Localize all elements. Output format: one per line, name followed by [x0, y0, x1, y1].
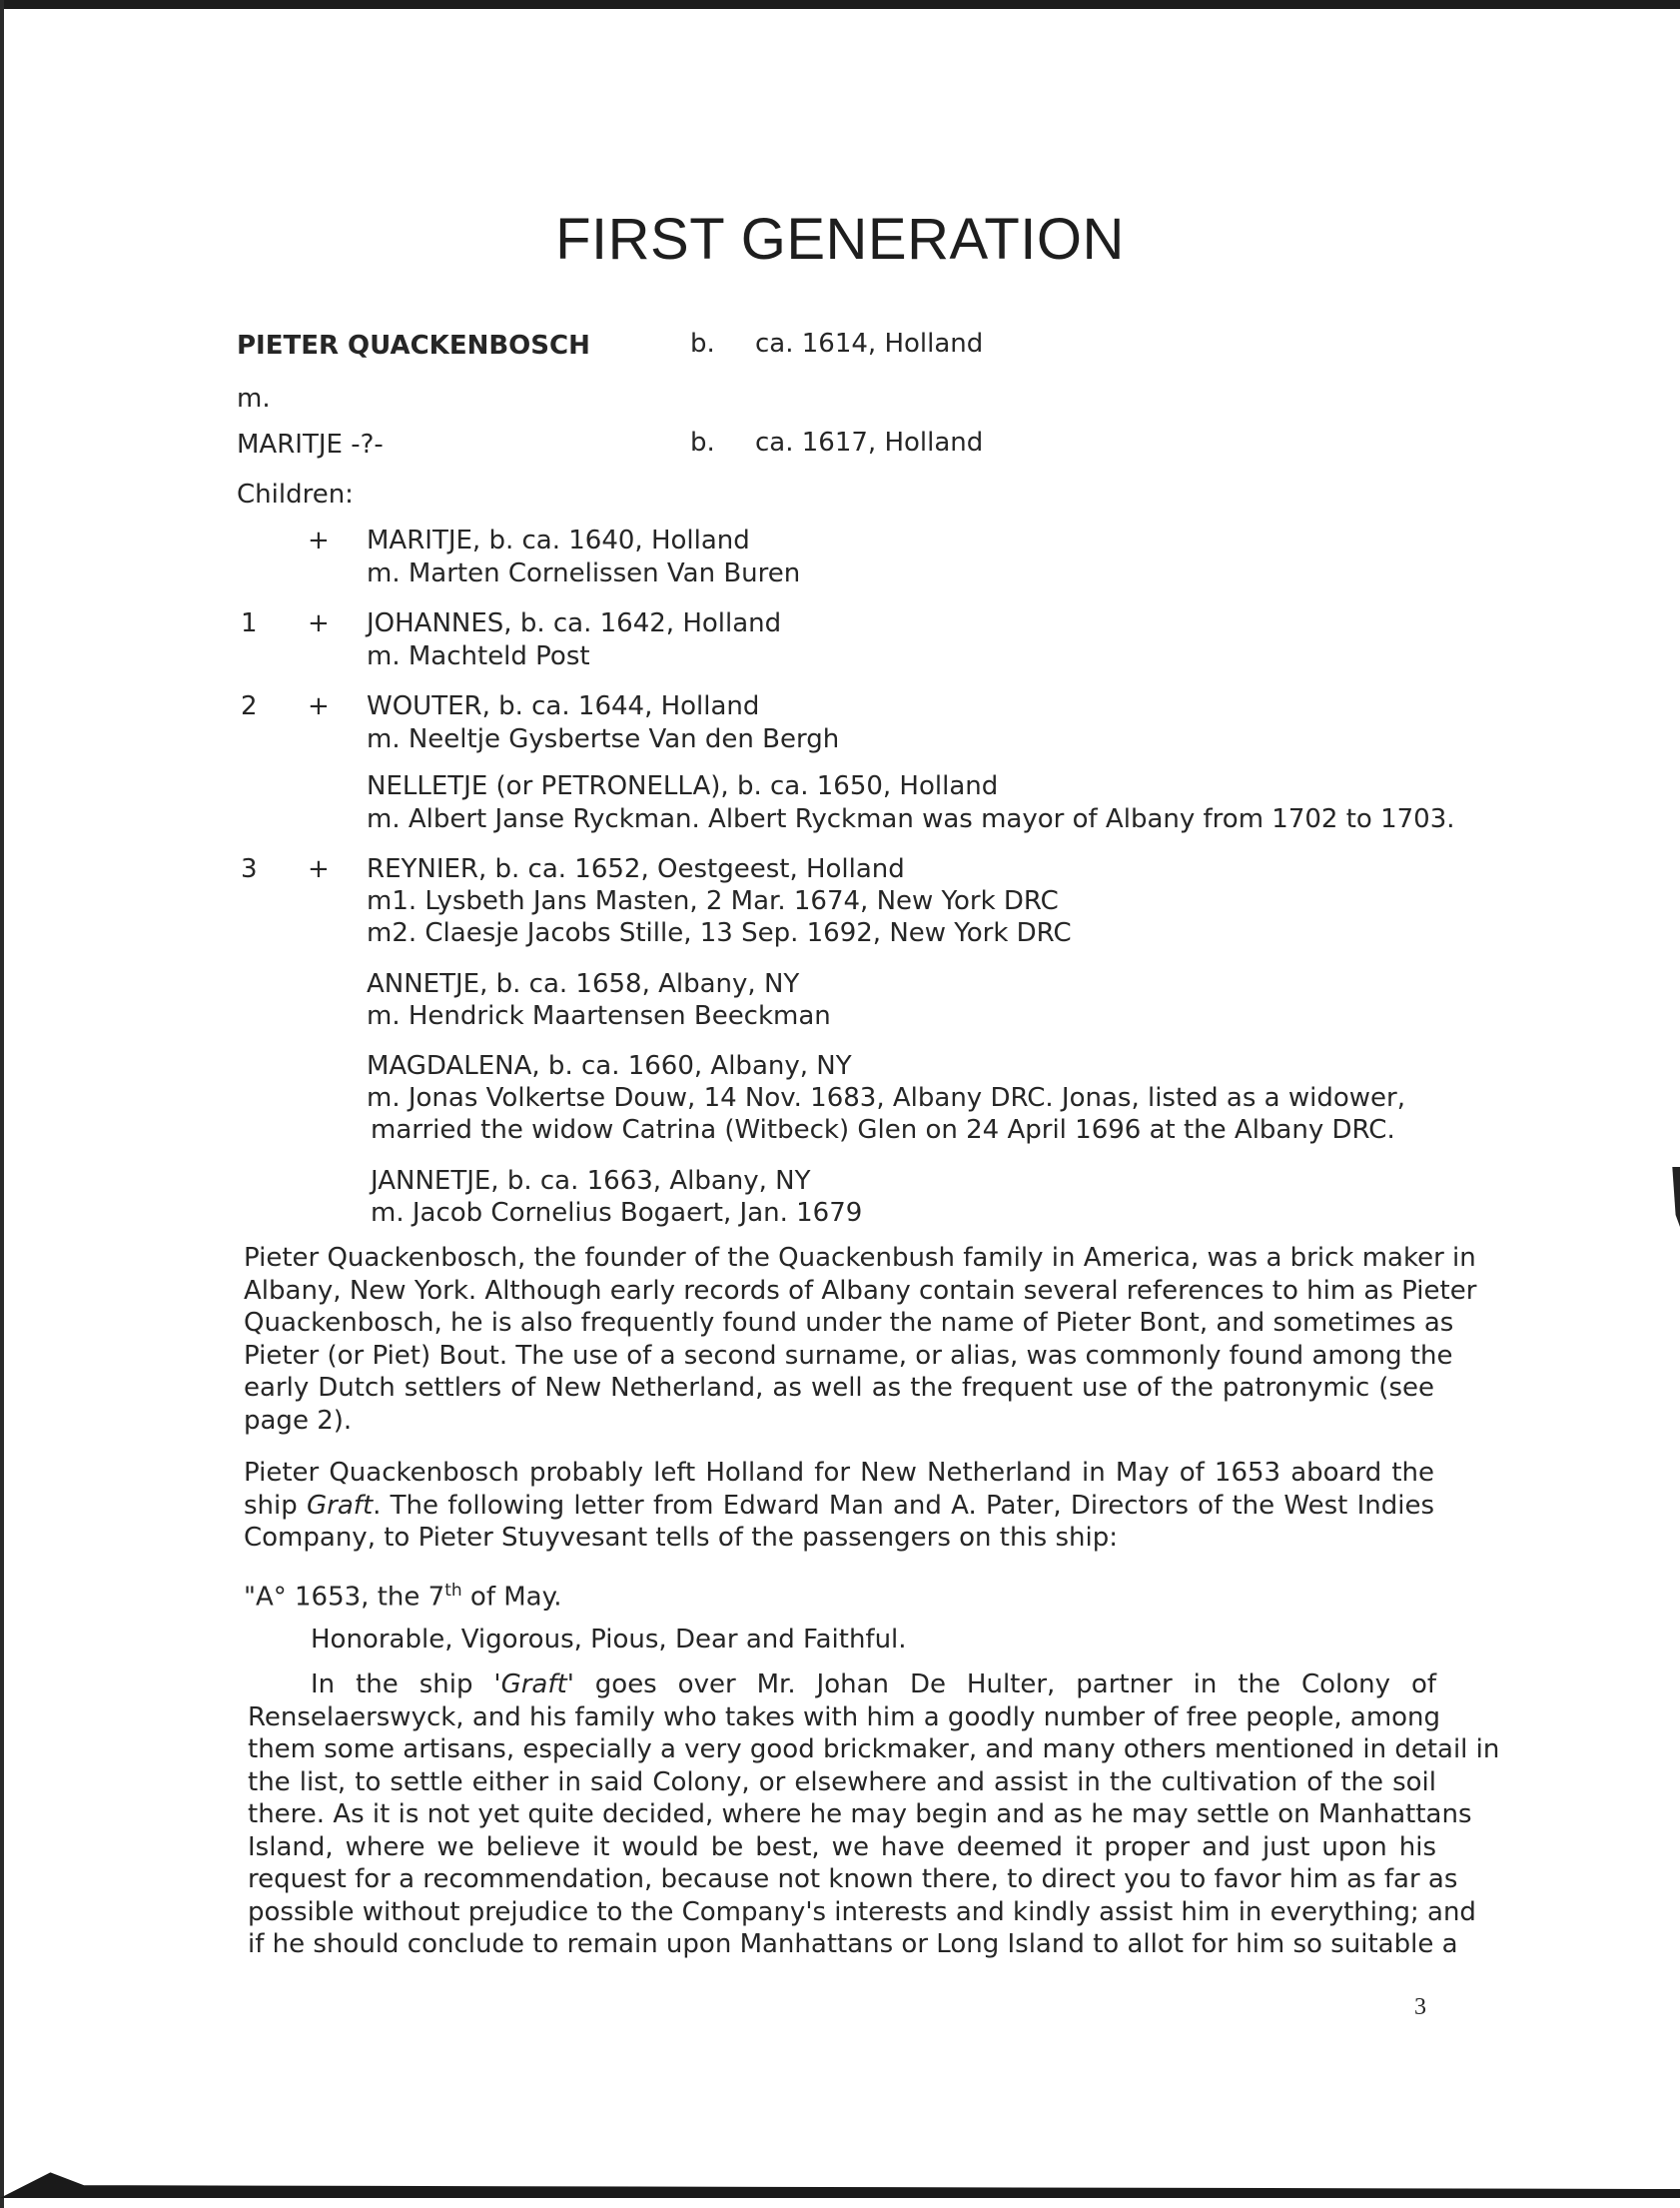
child-marriage-note: married the widow Catrina (Witbeck) Glen on 24 April 1696 at the Albany DRC. — [371, 1115, 1395, 1145]
child-marriage-line: m. Neeltje Gysbertse Van den Bergh — [367, 724, 840, 754]
child-marriage-line: m. Albert Janse Ryckman. Albert Ryckman was mayor of Albany from 1702 to 1703. — [367, 804, 1455, 834]
child-number: 1 — [241, 608, 258, 638]
paragraph-line — [248, 1668, 1436, 1701]
paragraph-line: Pieter (or Piet) Bout. The use of a second surname, or alias, was commonly found among the — [244, 1340, 1453, 1371]
child-name-line: ANNETJE, b. ca. 1658, Albany, NY — [367, 969, 800, 999]
child-marriage-line: m1. Lysbeth Jans Masten, 2 Mar. 1674, New York DRC — [367, 886, 1059, 916]
page-number: 3 — [1414, 1994, 1426, 2020]
child-marriage-line: m. Hendrick Maartensen Beeckman — [367, 1001, 831, 1031]
paragraph-line: request for a recommendation, because not known there, to direct you to favor him as far as — [248, 1864, 1458, 1894]
children-label: Children: — [237, 480, 354, 510]
text-segment: . The following letter from Edward Man and A. Pater, Directors of the West Indies — [373, 1490, 1434, 1521]
child-plus-marker: + — [308, 691, 330, 721]
paragraph-voyage — [244, 1457, 1434, 1555]
scan-edge-top — [0, 0, 1680, 9]
paragraph-line: Island, where we believe it would be best, we have deemed it proper and just upon his — [248, 1831, 1436, 1862]
text-segment: "A° 1653, the 7 — [244, 1582, 445, 1613]
head-born-value: ca. 1614, Holland — [755, 329, 984, 359]
paragraph-line: early Dutch settlers of New Netherland, as well as the frequent use of the patronymic (see — [244, 1373, 1434, 1403]
text-segment: In the ship ' — [311, 1669, 501, 1699]
superscript: th — [444, 1581, 462, 1601]
child-name-line: WOUTER, b. ca. 1644, Holland — [367, 691, 760, 721]
child-plus-marker: + — [308, 854, 330, 884]
text-segment: of May. — [461, 1582, 562, 1613]
paragraph-line: Company, to Pieter Stuyvesant tells of the passengers on this ship: — [244, 1523, 1118, 1553]
child-name-line: MAGDALENA, b. ca. 1660, Albany, NY — [367, 1051, 852, 1081]
child-marriage-line: m. Jonas Volkertse Douw, 14 Nov. 1683, Albany DRC. Jonas, listed as a widower, — [367, 1083, 1405, 1113]
child-plus-marker: + — [308, 608, 330, 638]
married-label: m. — [237, 384, 271, 414]
child-number: 3 — [241, 854, 258, 884]
paragraph-line: them some artisans, especially a very good brickmaker, and many others mentioned in detail in — [248, 1734, 1500, 1764]
scan-edge-bottom — [0, 2166, 1680, 2198]
child-marriage-line: m. Machteld Post — [367, 641, 590, 671]
paragraph-line: Quackenbosch, he is also frequently found under the name of Pieter Bont, and sometimes as — [244, 1308, 1454, 1338]
paragraph-founder — [244, 1242, 1477, 1437]
head-born-label: b. — [690, 329, 715, 359]
ship-name-italic: Graft — [500, 1669, 567, 1699]
paragraph-line: possible without prejudice to the Company's interests and kindly assist him in everything; and — [248, 1896, 1476, 1927]
paragraph-line: if he should conclude to remain upon Manhattans or Long Island to allot for him so suitable a — [248, 1929, 1458, 1959]
page-title: FIRST GENERATION — [555, 207, 1125, 272]
text-segment: ship — [244, 1490, 308, 1521]
paragraph-line: page 2). — [244, 1405, 353, 1436]
text-segment: ' goes over Mr. Johan De Hulter, partner in the Colony of — [566, 1669, 1437, 1699]
scan-mark-right — [1669, 1167, 1680, 1227]
child-name-line: NELLETJE (or PETRONELLA), b. ca. 1650, Holland — [367, 771, 999, 801]
child-name-line: JANNETJE, b. ca. 1663, Albany, NY — [371, 1166, 811, 1196]
paragraph-line: Pieter Quackenbosch, the founder of the Quackenbush family in America, was a brick maker in — [244, 1243, 1476, 1273]
head-name: PIETER QUACKENBOSCH — [237, 331, 590, 361]
scan-edge-left — [0, 0, 4, 2208]
paragraph-line: Pieter Quackenbosch probably left Holland for New Netherland in May of 1653 aboard the — [244, 1458, 1434, 1488]
paragraph-line — [244, 1490, 1434, 1523]
child-name-line: REYNIER, b. ca. 1652, Oestgeest, Holland — [367, 854, 905, 884]
child-marriage-line-2: m2. Claesje Jacobs Stille, 13 Sep. 1692, New York DRC — [367, 918, 1072, 948]
child-name-line: JOHANNES, b. ca. 1642, Holland — [367, 608, 782, 638]
child-marriage-line: m. Marten Cornelissen Van Buren — [367, 558, 801, 588]
paragraph-line: Albany, New York. Although early records of Albany contain several references to him as Pieter — [244, 1275, 1477, 1306]
child-plus-marker: + — [308, 526, 330, 555]
paragraph-line: there. As it is not yet quite decided, where he may begin and as he may settle on Manhattans — [248, 1799, 1472, 1829]
child-name-line: MARITJE, b. ca. 1640, Holland — [367, 526, 750, 555]
ship-name-italic: Graft — [307, 1490, 374, 1521]
letter-body — [248, 1668, 1500, 1961]
spouse-born-value: ca. 1617, Holland — [755, 428, 984, 458]
letter-dateline — [244, 1575, 562, 1615]
spouse-name: MARITJE -?- — [237, 430, 384, 460]
paragraph-line: Renselaerswyck, and his family who takes with him a goodly number of free people, among — [248, 1701, 1441, 1732]
letter-salutation: Honorable, Vigorous, Pious, Dear and Faithful. — [311, 1625, 907, 1655]
paragraph-line: the list, to settle either in said Colony, or elsewhere and assist in the cultivation of the soil — [248, 1766, 1436, 1797]
child-number: 2 — [241, 691, 258, 721]
child-marriage-line: m. Jacob Cornelius Bogaert, Jan. 1679 — [371, 1198, 863, 1228]
spouse-born-label: b. — [690, 428, 715, 458]
